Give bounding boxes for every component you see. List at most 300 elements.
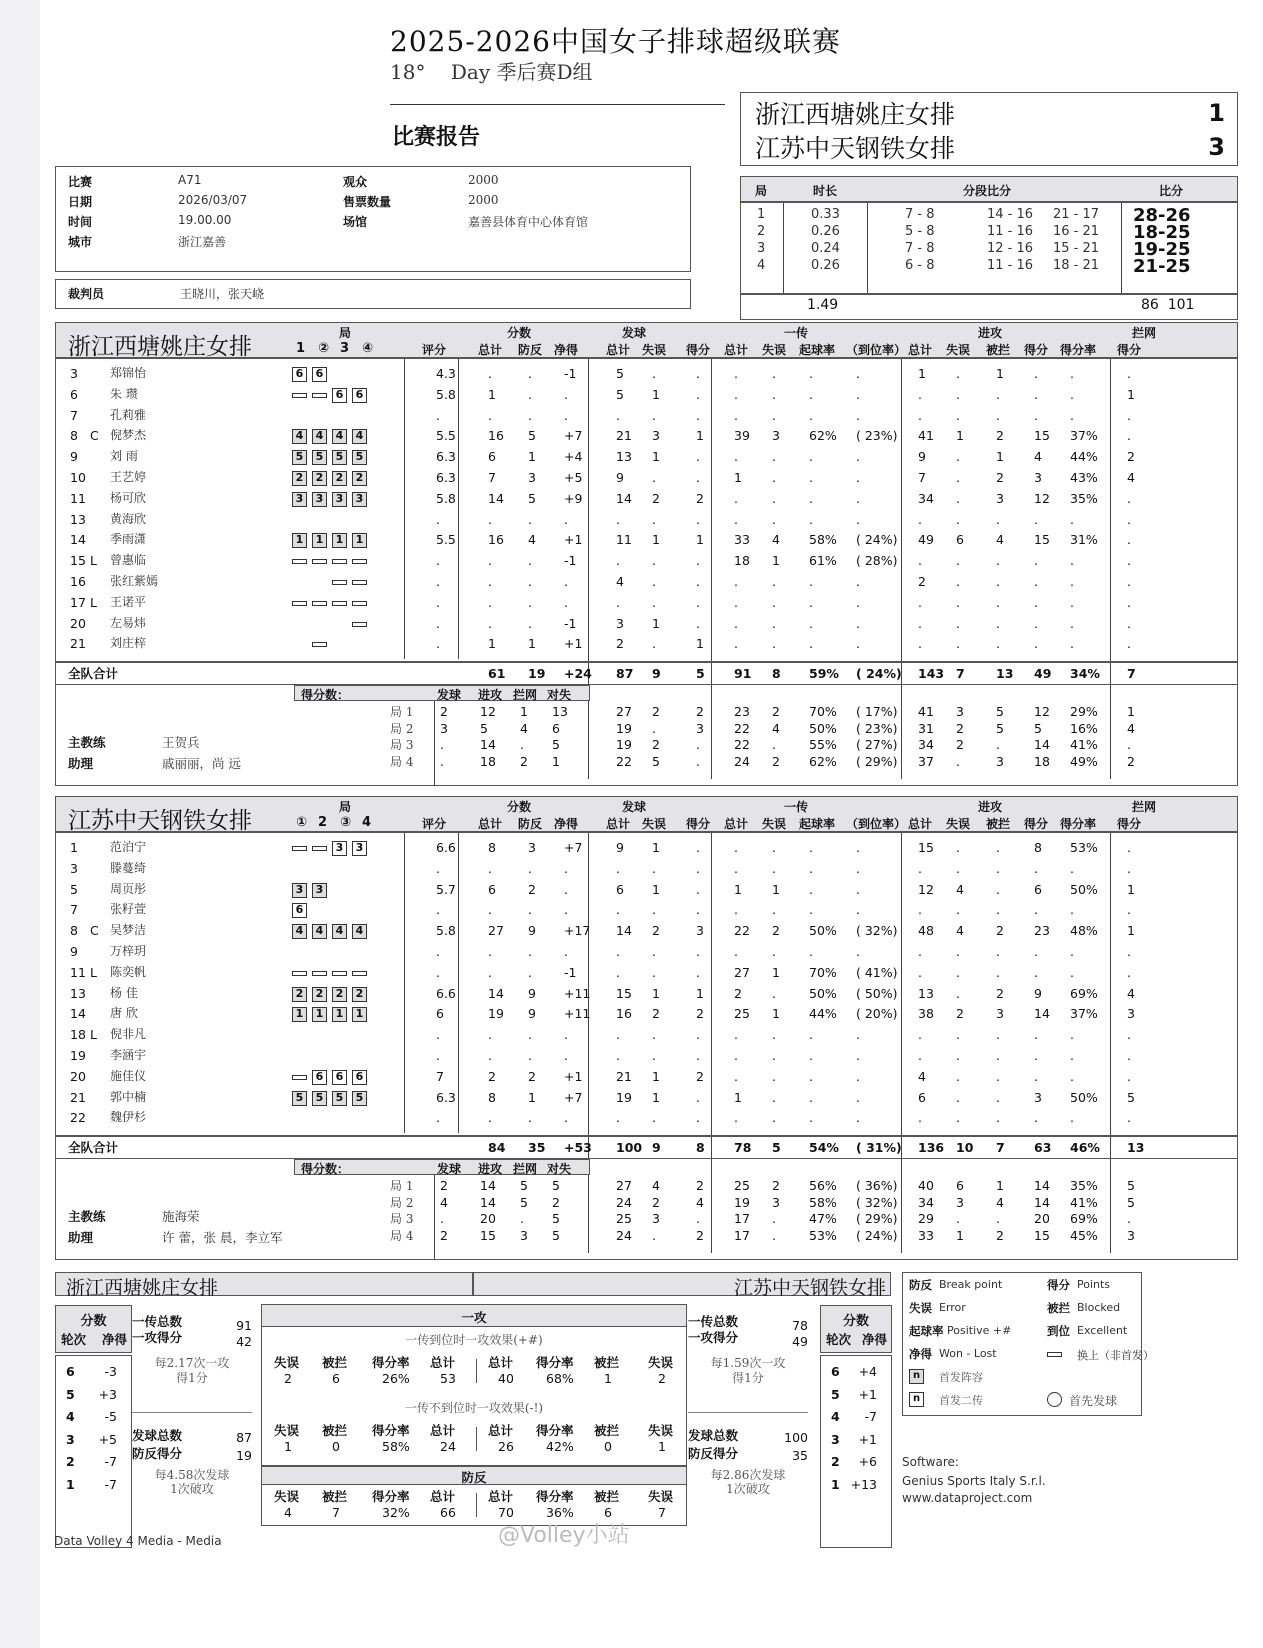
stat-re: .	[772, 574, 776, 589]
stat-n: .	[564, 1048, 568, 1063]
set-ae: 2	[956, 720, 964, 736]
player-name: 朱 瓒	[110, 386, 138, 401]
divider	[688, 1412, 808, 1413]
set-re: 2	[772, 704, 780, 719]
rotation-net: +4	[858, 1364, 877, 1379]
stat-apct: .	[1070, 1110, 1074, 1126]
set-b: .	[1127, 1211, 1131, 1226]
stat-t: .	[488, 594, 492, 610]
stat-n: +5	[564, 470, 583, 485]
stat-rt: .	[734, 366, 738, 381]
stat-value: 26	[498, 1439, 514, 1454]
set-rpos: 47%	[809, 1211, 837, 1226]
info-label: 售票数量	[343, 195, 392, 209]
stat-rt: .	[734, 636, 738, 652]
set-breakdown-row	[56, 1194, 1237, 1211]
stat-se: 2	[652, 923, 660, 939]
col-set: 局	[755, 184, 768, 198]
stat-st: 6	[616, 881, 624, 897]
report-title: 比赛报告	[392, 125, 481, 150]
points-by-label: 得分数：	[301, 688, 350, 702]
summary-away-name: 江苏中天钢铁女排	[733, 1277, 886, 1299]
set-att: 37	[918, 753, 934, 769]
stat-t: 1	[488, 386, 496, 402]
serve-total-label: 发球总数	[688, 1428, 739, 1443]
stat-se: .	[652, 407, 656, 423]
stat-b: .	[1127, 1027, 1131, 1043]
stat-rexc: .	[856, 490, 860, 506]
stat-sp: 1	[696, 636, 704, 652]
total-at: 136	[918, 1140, 945, 1155]
partial-8: 7 - 8	[905, 241, 935, 256]
set-mark: ③	[340, 815, 352, 830]
team-name: 浙江西塘姚庄女排	[68, 334, 252, 360]
stat-rpos: .	[809, 386, 813, 402]
stat-ap: .	[1034, 1068, 1038, 1084]
set-ap: 20	[1034, 1211, 1050, 1226]
stat-rexc: .	[856, 902, 860, 918]
rotation-position-icon: 2	[312, 471, 327, 486]
stat-r: .	[436, 553, 440, 569]
stat-st: 11	[616, 532, 632, 548]
player-number: 13	[70, 985, 86, 1001]
rotation-net: -7	[864, 1409, 877, 1424]
stat-r: 5.8	[436, 923, 456, 939]
league-title: 2025-2026中国女子排球超级联赛	[390, 25, 841, 58]
stat-bp: 9	[528, 923, 536, 939]
stat-apct: 50%	[1070, 1089, 1098, 1105]
stat-b: 3	[1127, 1006, 1135, 1022]
stat-ab: 1	[996, 449, 1004, 465]
stat-rt: .	[734, 615, 738, 631]
set-number: 4	[757, 258, 766, 273]
set-number: 3	[757, 241, 766, 256]
col-pts: 得分	[686, 343, 711, 357]
team-totals-row	[56, 1135, 1237, 1159]
stat-n: .	[564, 944, 568, 959]
rotation-number: 4	[831, 1409, 840, 1424]
stat-ab: .	[996, 840, 1000, 855]
col-pts: 得分	[686, 817, 711, 831]
stat-at: .	[918, 386, 922, 402]
stat-re: .	[772, 636, 776, 652]
player-name: 季雨潇	[110, 532, 147, 547]
set-label: 局 2	[390, 1195, 414, 1210]
stat-value: 68%	[546, 1371, 574, 1386]
stat-bp: 5	[528, 490, 536, 506]
set-rt: 24	[734, 753, 750, 769]
set-mark: ④	[362, 341, 374, 356]
stat-n: .	[564, 511, 568, 527]
rotation-net: -5	[104, 1409, 117, 1424]
stat-ap: .	[1034, 511, 1038, 527]
stat-rpos: .	[809, 881, 813, 897]
divider	[476, 1427, 477, 1451]
set-bl: .	[520, 737, 524, 752]
rotation-net: +5	[98, 1431, 117, 1447]
away-rotation-box	[820, 1305, 892, 1548]
stat-n: .	[564, 386, 568, 402]
stat-r: 6.6	[436, 985, 456, 1001]
col-header: 总计	[488, 1355, 514, 1370]
sideout-points: 49	[792, 1334, 808, 1349]
player-name: 刘 雨	[110, 449, 138, 464]
rotation-number: 2	[66, 1454, 75, 1469]
stat-ab: .	[996, 944, 1000, 959]
total-rpos: 59%	[809, 666, 839, 681]
partial-21: 21 - 17	[1053, 207, 1100, 222]
stat-n: .	[564, 1027, 568, 1043]
stat-t: 16	[488, 532, 504, 548]
stat-se: .	[652, 1027, 656, 1043]
set-sp: .	[696, 753, 700, 769]
stat-r: 5.7	[436, 881, 456, 897]
assistant-label: 助理	[68, 756, 94, 771]
col-rotation: 轮次	[61, 1332, 87, 1347]
set-ae: 3	[956, 704, 964, 719]
stat-b: .	[1127, 428, 1131, 444]
info-row	[68, 232, 633, 252]
player-row	[56, 962, 1237, 983]
player-row	[56, 1107, 1237, 1128]
player-name: 吴梦洁	[110, 923, 147, 938]
stat-rpos: .	[809, 1068, 813, 1084]
col-err: 失误	[642, 343, 667, 357]
info-label: 日期	[68, 195, 93, 209]
stat-rt: 33	[734, 532, 750, 548]
substitute-icon	[352, 559, 367, 564]
stat-ab: .	[996, 615, 1000, 631]
set-score: 19-25	[1133, 239, 1191, 260]
stat-n: .	[564, 574, 568, 589]
set-label: 局 4	[390, 1228, 414, 1243]
col-s_att: 进攻	[478, 688, 503, 702]
stat-b: .	[1127, 902, 1131, 918]
rotation-number: 3	[831, 1431, 840, 1447]
serve-total: 87	[236, 1430, 252, 1445]
stat-apct: 43%	[1070, 470, 1098, 485]
divider	[390, 104, 725, 105]
assistant-names: 戚丽丽，尚 远	[162, 756, 241, 771]
stat-n: -1	[564, 615, 577, 631]
divider	[476, 1493, 477, 1517]
serve-total-label: 发球总数	[132, 1428, 183, 1443]
stat-ap: .	[1034, 615, 1038, 631]
set-duration: 0.26	[811, 224, 840, 239]
stat-b: .	[1127, 532, 1131, 548]
setter-label: 首发二传	[939, 1394, 983, 1407]
stat-re: .	[772, 1048, 776, 1063]
set-sv: 2	[440, 704, 448, 719]
stat-bp: .	[528, 407, 532, 423]
set-apct: 16%	[1070, 720, 1098, 736]
substitute-icon	[312, 601, 327, 606]
stat-rpos: .	[809, 1048, 813, 1063]
player-number: 16	[70, 574, 86, 589]
total-ab: 13	[996, 666, 1014, 681]
stat-rpos: .	[809, 944, 813, 959]
set-b: 4	[1127, 720, 1135, 736]
player-name: 倪梦杰	[110, 428, 147, 443]
stat-n: +9	[564, 490, 583, 506]
set-b: 2	[1127, 753, 1135, 769]
col-blk: 被拦	[986, 343, 1011, 357]
stat-value: 70	[498, 1505, 514, 1520]
stat-re: .	[772, 615, 776, 631]
set-re: .	[772, 1227, 776, 1243]
stat-apct: 48%	[1070, 923, 1098, 939]
partial-8: 6 - 8	[905, 258, 935, 273]
stat-value: 0	[332, 1439, 340, 1454]
stat-r: .	[436, 964, 440, 980]
stat-rt: .	[734, 511, 738, 527]
player-number: 1	[70, 840, 78, 855]
stat-n: +7	[564, 1089, 583, 1105]
stat-b: 4	[1127, 470, 1135, 485]
col-s_serve: 发球	[437, 1162, 462, 1176]
stat-t: 6	[488, 881, 496, 897]
stat-ae: .	[956, 386, 960, 402]
player-name: 倪非凡	[110, 1027, 147, 1042]
stat-t: .	[488, 1027, 492, 1043]
player-role: L	[90, 1027, 97, 1043]
stat-ab: .	[996, 1110, 1000, 1126]
total-ae: 7	[956, 666, 965, 681]
stat-st: .	[616, 1027, 620, 1043]
player-name: 万梓玥	[110, 944, 147, 958]
stat-apct: 35%	[1070, 490, 1098, 506]
partial-16: 12 - 16	[987, 241, 1034, 256]
stat-rexc: ( 28%)	[856, 553, 898, 569]
stat-st: .	[616, 1048, 620, 1063]
partial-8: 7 - 8	[905, 207, 935, 222]
stat-b: .	[1127, 574, 1131, 589]
points-by-label: 得分数：	[301, 1162, 350, 1176]
stat-bp: .	[528, 574, 532, 589]
stat-bp: .	[528, 511, 532, 527]
stat-se: .	[652, 944, 656, 959]
stat-sp: .	[696, 386, 700, 402]
player-number: 14	[70, 532, 86, 548]
player-row	[56, 509, 1237, 530]
stat-bp: 2	[528, 1068, 536, 1084]
player-number: 8	[70, 923, 78, 939]
player-row	[56, 467, 1237, 488]
player-name: 滕蔓绮	[110, 860, 147, 875]
player-number: 19	[70, 1048, 86, 1063]
first-serve-label: 首先发球	[1069, 1394, 1118, 1408]
stat-se: 1	[652, 615, 660, 631]
player-number: 9	[70, 449, 78, 465]
set-rt: 22	[734, 720, 750, 736]
set-at: 20	[480, 1211, 496, 1226]
total-ae: 10	[956, 1140, 974, 1155]
stat-bp: 2	[528, 881, 536, 897]
scoreboard	[740, 92, 1238, 166]
set-ab: 4	[996, 1194, 1004, 1210]
player-number: 11	[70, 490, 86, 506]
stat-r: 6.3	[436, 470, 456, 485]
info-row	[68, 212, 633, 232]
stat-rexc: .	[856, 449, 860, 465]
stat-value: 1	[604, 1371, 612, 1386]
stat-b: .	[1127, 860, 1131, 876]
stat-t: 8	[488, 1089, 496, 1105]
set-re: 3	[772, 1194, 780, 1210]
stat-rpos: .	[809, 840, 813, 855]
player-number: 5	[70, 881, 78, 897]
stat-b: .	[1127, 553, 1131, 569]
legend-box	[902, 1272, 1154, 1416]
stat-value: 1	[284, 1439, 292, 1454]
stat-at: 38	[918, 1006, 934, 1022]
stat-n: .	[564, 1110, 568, 1126]
rotation-net: +1	[858, 1431, 877, 1447]
set-bl: .	[520, 1211, 524, 1226]
stat-sp: .	[696, 449, 700, 465]
stat-apct: .	[1070, 366, 1074, 381]
breakpoint-note: 每4.58次发球	[154, 1468, 230, 1482]
stat-se: .	[652, 594, 656, 610]
stat-t: 6	[488, 449, 496, 465]
stat-ap: 3	[1034, 1089, 1042, 1105]
stat-rpos: .	[809, 1089, 813, 1105]
set-apct: 49%	[1070, 753, 1098, 769]
software-company: Genius Sports Italy S.r.l.	[902, 1474, 1046, 1488]
set-breakdown-row	[56, 720, 1237, 737]
set-sp: .	[696, 737, 700, 752]
rotation-position-icon: 6	[332, 388, 347, 403]
player-role: C	[90, 923, 99, 939]
total-re: 8	[772, 666, 781, 681]
stat-re: .	[772, 840, 776, 855]
stat-ae: .	[956, 636, 960, 652]
player-row	[56, 592, 1237, 613]
col-header: 失误	[274, 1423, 300, 1438]
player-row	[56, 983, 1237, 1004]
stat-apct: 44%	[1070, 449, 1098, 465]
home-efficiency	[132, 1312, 252, 1512]
away-sets-won: 3	[1208, 133, 1225, 161]
stat-rpos: 58%	[809, 532, 837, 548]
stat-st: 5	[616, 366, 624, 381]
rotation-position-icon: 5	[292, 450, 307, 465]
set-ae: .	[956, 1211, 960, 1226]
stat-sp: .	[696, 470, 700, 485]
stat-bp: .	[528, 944, 532, 959]
stat-ap: .	[1034, 407, 1038, 423]
sideout-points-label: 一攻得分	[132, 1330, 183, 1345]
player-row	[56, 488, 1237, 509]
stat-re: 1	[772, 1006, 780, 1022]
info-label: 场馆	[343, 215, 368, 229]
set-se: 4	[652, 1178, 660, 1193]
set-re: .	[772, 1211, 776, 1226]
col-total: 总计	[478, 817, 503, 831]
player-row	[56, 571, 1237, 592]
player-number: 18	[70, 1027, 86, 1043]
legend-key: 净得	[909, 1347, 932, 1361]
stat-ae: 4	[956, 881, 964, 897]
col-header: 得分率	[372, 1355, 410, 1370]
set-duration: 0.33	[811, 207, 840, 222]
set-sp: 2	[696, 1227, 704, 1243]
info-value: A71	[178, 173, 202, 187]
stat-at: 12	[918, 881, 934, 897]
rotation-net: -7	[104, 1454, 117, 1469]
setter-icon: n	[909, 1392, 924, 1407]
stat-rpos: 62%	[809, 428, 837, 444]
set-mark: 2	[318, 815, 328, 830]
stat-t: 27	[488, 923, 504, 939]
stat-value: 36%	[546, 1505, 574, 1520]
col-header: 被拦	[322, 1489, 348, 1504]
set-sv: 3	[440, 720, 448, 736]
stat-at: .	[918, 964, 922, 980]
partial-8: 5 - 8	[905, 224, 935, 239]
rotation-position-icon: 6	[352, 1070, 367, 1085]
stat-rpos: .	[809, 511, 813, 527]
stat-bp: .	[528, 366, 532, 381]
stat-at: 1	[918, 366, 926, 381]
software-url[interactable]: www.dataproject.com	[902, 1491, 1033, 1505]
substitute-icon	[352, 971, 367, 976]
col-rating: 评分	[422, 343, 447, 357]
rotation-position-icon: 5	[332, 1091, 347, 1106]
stat-st: 9	[616, 470, 624, 485]
stat-ab: .	[996, 1027, 1000, 1043]
stat-ae: .	[956, 840, 960, 855]
stat-sp: 2	[696, 490, 704, 506]
stat-re: .	[772, 1068, 776, 1084]
stat-ae: .	[956, 594, 960, 610]
player-row	[56, 1003, 1237, 1024]
set-ab: .	[996, 1211, 1000, 1226]
stat-t: 8	[488, 840, 496, 855]
stat-value: 66	[440, 1505, 456, 1520]
rotation-position-icon: 5	[312, 1091, 327, 1106]
stat-st: 13	[616, 449, 632, 465]
stat-se: .	[652, 366, 656, 381]
rotation-position-icon: 4	[332, 429, 347, 444]
rotation-position-icon: 3	[332, 492, 347, 507]
stat-sp: .	[696, 594, 700, 610]
breakpoint-note: 1次破攻	[170, 1482, 214, 1496]
stat-se: 1	[652, 1068, 660, 1084]
stat-t: .	[488, 902, 492, 918]
player-name: 郑锦怡	[110, 366, 147, 380]
set-op: 5	[552, 737, 560, 752]
stat-rt: .	[734, 449, 738, 465]
set-se: 2	[652, 704, 660, 719]
stat-b: .	[1127, 1110, 1131, 1126]
stat-t: 2	[488, 1068, 496, 1084]
stat-apct: 37%	[1070, 428, 1098, 444]
negative-title: 一传不到位时一攻效果(-!)	[404, 1401, 544, 1415]
stat-se: .	[652, 902, 656, 918]
player-number: 8	[70, 428, 78, 444]
col-pos: 起球率	[799, 817, 836, 831]
stat-sp: .	[696, 407, 700, 423]
player-number: 9	[70, 944, 78, 959]
stat-bp: .	[528, 1027, 532, 1043]
rotation-position-icon: 1	[312, 533, 327, 548]
stat-re: 2	[772, 923, 780, 939]
stat-sp: 2	[696, 1068, 704, 1084]
stat-rpos: .	[809, 490, 813, 506]
player-row	[56, 633, 1237, 654]
stat-ap: 3	[1034, 470, 1042, 485]
